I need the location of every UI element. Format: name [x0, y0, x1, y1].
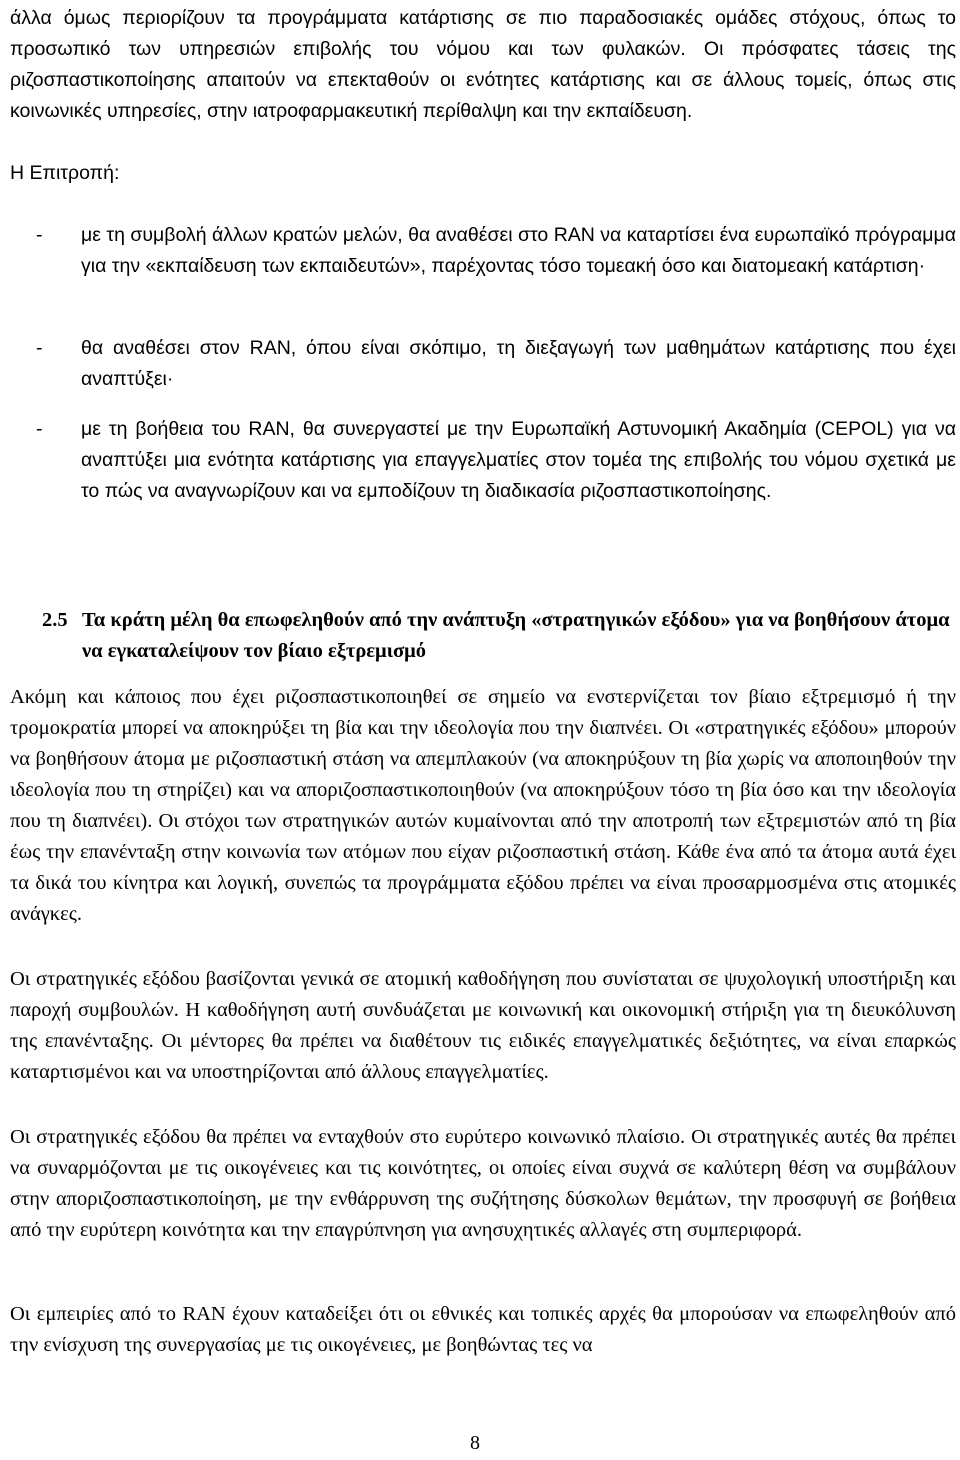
section-paragraph: Οι στρατηγικές εξόδου βασίζονται γενικά σε ατομική καθοδήγηση που συνίσταται σε ψυχολογική υποστήριξη και παροχή συμβουλών. Η καθοδήγηση αυτή συνδυάζεται με κοινωνική και οικονομική στήριξη για τη διευκόλυνση της επανένταξης. Οι μέντορες θα πρέπει να διαθέτουν τις ειδικές επαγγελματικές δεξιότητες, να είναι επαρκώς καταρτισμένοι και να υποστηρίζονται από άλλους επαγγελματίες. [10, 968, 956, 1083]
bullet-text: με τη συμβολή άλλων κρατών μελών, θα αναθέσει στο RAN να καταρτίσει ένα ευρωπαϊκό πρόγραμμα για την «εκπαίδευση των εκπαιδευτών», παρέχοντας τόσο τομεακή όσο και διατομεακή κατάρτιση· [81, 224, 956, 277]
section-paragraph: Ακόμη και κάποιος που έχει ριζοσπαστικοποιηθεί σε σημείο να ενστερνίζεται τον βίαιο εξτρεμισμό ή την τρομοκρατία μπορεί να αποκηρύξει τη βία και την ιδεολογία που την διαπνέει. Οι «στρατηγικές εξόδου» μπορούν να βοηθήσουν άτομα με ριζοσπαστική στάση να απεμπλακούν (να αποκηρύξουν τη βία χωρίς να αποποιηθούν την ιδεολογία που τη στηρίζει) και να απoριζοσπαστικοποιηθούν (να αποκηρύξουν τόσο τη βία όσο και την ιδεολογία που τη διαπνέει). Οι στόχοι των στρατηγικών αυτών κυμαίνονται από την αποτροπή των εξτρεμιστών από τη βία έως την επανένταξη στην κοινωνία των ατόμων που είχαν ριζοσπαστική στάση. Κάθε ένα από τα άτομα αυτά έχει τα δικά του κίνητρα και λογική, συνεπώς τα προγράμματα εξόδου πρέπει να είναι προσαρμοσμένα στις ατομικές ανάγκες. [10, 686, 956, 925]
section-heading [42, 605, 956, 667]
bullet-text: με τη βοήθεια του RAN, θα συνεργαστεί με την Ευρωπαϊκή Αστυνομική Ακαδημία (CEPOL) για να αναπτύξει μια ενότητα κατάρτισης για επαγγελματίες στον τομέα της επιβολής του νόμου σχετικά με το πώς να αναγνωρίζουν και να εμποδίζουν τη διαδικασία ριζοσπαστικοποίησης. [81, 418, 956, 502]
page-number: 8 [470, 1432, 480, 1454]
section-paragraph: Οι εμπειρίες από το RAN έχουν καταδείξει ότι οι εθνικές και τοπικές αρχές θα μπορούσαν να επωφεληθούν από την ενίσχυση της συνεργασίας με τις οικογένειες, με βοηθώντας τες να [10, 1303, 956, 1356]
section-title: Τα κράτη μέλη θα επωφεληθούν από την ανάπτυξη «στρατηγικών εξόδου» για να βοηθήσουν άτομα να εγκαταλείψουν τον βίαιο εξτρεμισμό [82, 609, 950, 662]
bullet-dash: - [36, 224, 43, 246]
committee-intro: Η Επιτροπή: [10, 162, 120, 184]
section-number: 2.5 [42, 609, 68, 631]
section-paragraph: Οι στρατηγικές εξόδου θα πρέπει να ενταχθούν στο ευρύτερο κοινωνικό πλαίσιο. Οι στρατηγικές αυτές θα πρέπει να συναρμόζονται με τις οικογένειες και τις κοινότητες, οι οποίες είναι συχνά σε καλύτερη θέση να συμβάλουν στην απoριζοσπαστικοποίηση, με την ενθάρρυνση της συζήτησης δύσκολων θεμάτων, την προσφυγή σε βοήθεια από την ευρύτερη κοινότητα και την επαγρύπνηση για ανησυχητικές αλλαγές στη συμπεριφορά. [10, 1126, 956, 1241]
bullet-text: θα αναθέσει στον RAN, όπου είναι σκόπιμο, τη διεξαγωγή των μαθημάτων κατάρτισης που έχει αναπτύξει· [81, 337, 956, 390]
intro-continuation-paragraph: άλλα όμως περιορίζουν τα προγράμματα κατάρτισης σε πιο παραδοσιακές ομάδες στόχους, όπως το προσωπικό των υπηρεσιών επιβολής του νόμου και των φυλακών. Οι πρόσφατες τάσεις της ριζοσπαστικοποίησης απαιτούν να επεκταθούν οι ενότητες κατάρτισης και σε άλλους τομείς, όπως στις κοινωνικές υπηρεσίες, στην ιατροφαρμακευτική περίθαλψη και την εκπαίδευση. [10, 7, 956, 122]
bullet-dash: - [36, 337, 43, 359]
bullet-dash: - [36, 418, 43, 440]
